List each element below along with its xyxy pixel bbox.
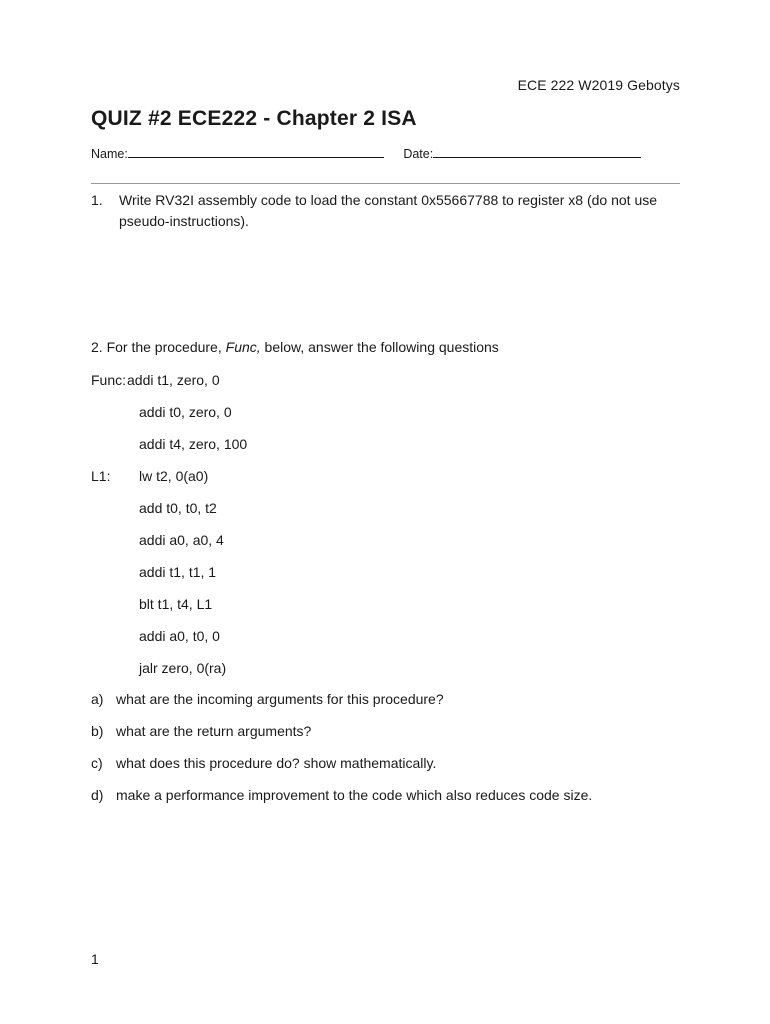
code-label: Func: bbox=[91, 372, 127, 388]
name-blank bbox=[128, 146, 384, 158]
code-label: L1: bbox=[91, 468, 111, 484]
code-instruction: addi t0, zero, 0 bbox=[139, 404, 232, 420]
subquestion-letter: d) bbox=[91, 787, 104, 803]
code-instruction: addi t1, zero, 0 bbox=[127, 372, 220, 388]
question-2-intro-prefix: 2. For the procedure, bbox=[91, 339, 226, 355]
code-instruction: addi t4, zero, 100 bbox=[139, 436, 248, 452]
code-instruction: jalr zero, 0(ra) bbox=[139, 660, 227, 676]
question-1-number: 1. bbox=[91, 192, 103, 208]
subquestion-letter: b) bbox=[91, 723, 104, 739]
name-label: Name: bbox=[91, 147, 128, 161]
question-1-text: Write RV32I assembly code to load the constant 0x55667788 to register x8 (do not use pseudo-instructions). bbox=[119, 192, 658, 229]
question-2-intro-suffix: below, answer the following questions bbox=[260, 339, 499, 355]
subquestion-letter: a) bbox=[91, 691, 104, 707]
date-blank bbox=[433, 146, 641, 158]
subquestion-text: what are the return arguments? bbox=[116, 723, 312, 739]
question-1 bbox=[91, 190, 681, 232]
code-instruction: addi t1, t1, 1 bbox=[139, 564, 217, 580]
code-instruction: add t0, t0, t2 bbox=[139, 500, 217, 516]
code-instruction: blt t1, t4, L1 bbox=[139, 596, 213, 612]
code-instruction: addi a0, a0, 4 bbox=[139, 532, 224, 548]
subquestion-text: what are the incoming arguments for this procedure? bbox=[116, 691, 444, 707]
divider bbox=[91, 183, 680, 184]
code-instruction: lw t2, 0(a0) bbox=[139, 468, 209, 484]
page-number: 1 bbox=[91, 951, 99, 967]
subquestion-text: what does this procedure do? show mathematically. bbox=[116, 755, 437, 771]
page-title: QUIZ #2 ECE222 - Chapter 2 ISA bbox=[91, 107, 417, 130]
question-2-intro-emph: Func, bbox=[225, 339, 261, 355]
subquestion-letter: c) bbox=[91, 755, 103, 771]
subquestion-text: make a performance improvement to the code which also reduces code size. bbox=[116, 787, 593, 803]
course-info: ECE 222 W2019 Gebotys bbox=[517, 77, 680, 93]
date-label: Date: bbox=[403, 147, 434, 161]
code-instruction: addi a0, t0, 0 bbox=[139, 628, 220, 644]
question-2-intro bbox=[91, 339, 499, 355]
name-date-line bbox=[91, 146, 641, 161]
